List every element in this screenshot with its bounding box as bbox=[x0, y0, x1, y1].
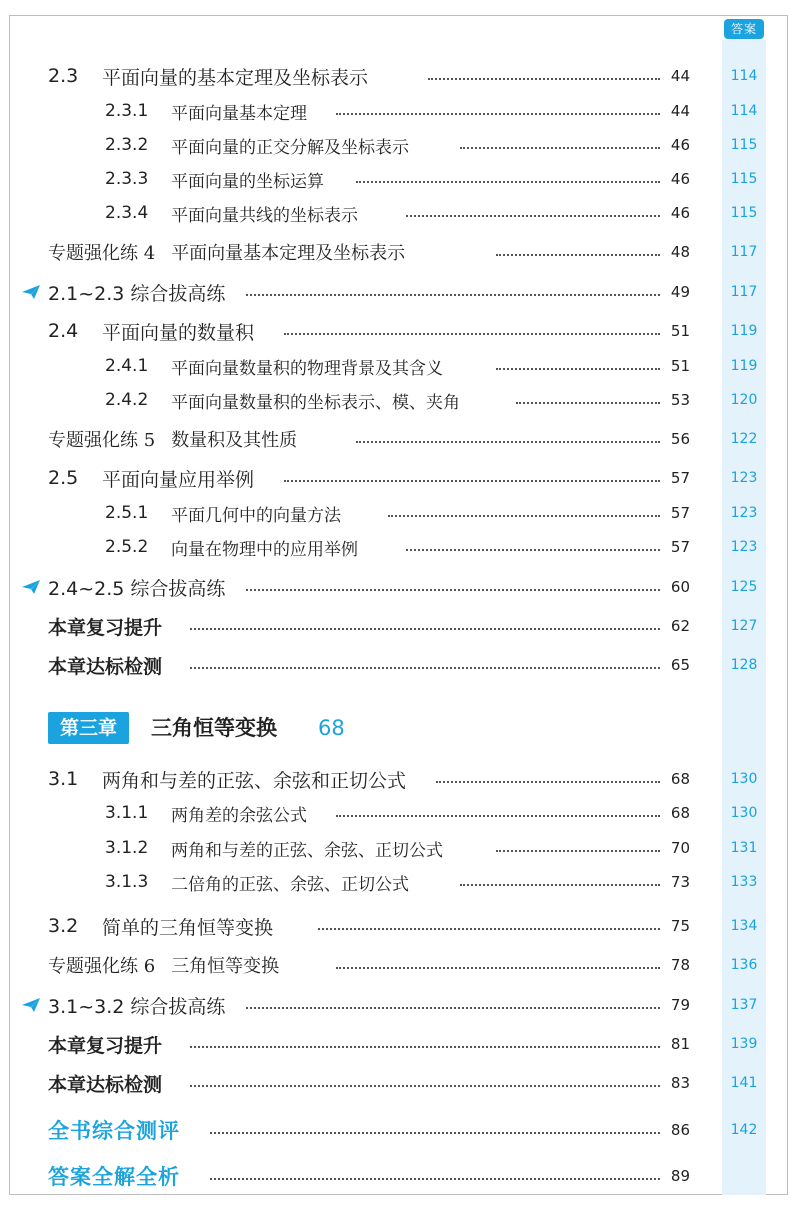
answer-page: 141 bbox=[730, 1075, 758, 1091]
answer-page: 142 bbox=[730, 1122, 758, 1138]
dot-leader bbox=[190, 1085, 660, 1087]
section-title: 平面向量应用举例 bbox=[102, 468, 255, 491]
dot-leader bbox=[246, 1007, 660, 1009]
toc-row[interactable] bbox=[0, 130, 800, 160]
section-title: 平面向量数量积的物理背景及其含义 bbox=[171, 358, 443, 379]
section-number: 3.1.1 bbox=[105, 803, 149, 823]
toc-row[interactable] bbox=[0, 198, 800, 228]
dot-leader bbox=[460, 884, 660, 886]
page-number: 57 bbox=[670, 504, 690, 522]
section-title: 3.1~3.2 综合拔高练 bbox=[48, 995, 226, 1018]
toc-row[interactable] bbox=[0, 351, 800, 381]
section-number: 2.5.1 bbox=[105, 503, 149, 523]
dot-leader bbox=[190, 628, 660, 630]
section-title: 平面向量数量积的坐标表示、模、夹角 bbox=[171, 392, 460, 413]
dot-leader bbox=[210, 1132, 660, 1134]
answer-page: 123 bbox=[730, 470, 758, 486]
answer-page: 115 bbox=[730, 205, 758, 221]
section-title: 答案全解全析 bbox=[48, 1165, 180, 1189]
dot-leader bbox=[516, 402, 660, 404]
section-number: 2.4.1 bbox=[105, 356, 149, 376]
dot-leader bbox=[428, 78, 660, 80]
section-title: 全书综合测评 bbox=[48, 1119, 180, 1143]
page-number: 75 bbox=[670, 917, 690, 935]
section-title: 三角恒等变换 bbox=[171, 956, 280, 977]
section-title: 两角和与差的正弦、余弦、正切公式 bbox=[171, 840, 443, 861]
toc-row[interactable] bbox=[0, 650, 800, 680]
dot-leader bbox=[190, 667, 660, 669]
dot-leader bbox=[388, 515, 660, 517]
section-title: 本章达标检测 bbox=[48, 655, 163, 678]
section-title: 数量积及其性质 bbox=[171, 430, 298, 451]
page-number: 78 bbox=[670, 956, 690, 974]
section-title: 平面向量的数量积 bbox=[102, 321, 255, 344]
toc-row[interactable] bbox=[0, 867, 800, 897]
section-title: 平面向量基本定理及坐标表示 bbox=[171, 243, 406, 264]
page-number: 89 bbox=[670, 1167, 690, 1185]
page-number: 62 bbox=[670, 617, 690, 635]
section-number: 3.1 bbox=[48, 768, 79, 790]
section-number: 2.3.3 bbox=[105, 169, 149, 189]
dot-leader bbox=[496, 850, 660, 852]
page-number: 51 bbox=[670, 357, 690, 375]
answer-page: 130 bbox=[730, 805, 758, 821]
toc-row[interactable] bbox=[0, 990, 800, 1020]
answer-page: 128 bbox=[730, 657, 758, 673]
chapter-title: 三角恒等变换 bbox=[151, 716, 277, 740]
toc-row[interactable] bbox=[0, 1029, 800, 1059]
section-number: 3.2 bbox=[48, 915, 79, 937]
answer-page: 122 bbox=[730, 431, 758, 447]
section-title: 平面向量的基本定理及坐标表示 bbox=[102, 66, 369, 89]
chapter-page-number: 68 bbox=[318, 716, 345, 740]
section-title: 2.1~2.3 综合拔高练 bbox=[48, 282, 226, 305]
answer-page: 136 bbox=[730, 957, 758, 973]
answer-page: 114 bbox=[730, 103, 758, 119]
dot-leader bbox=[210, 1178, 660, 1180]
dot-leader bbox=[496, 368, 660, 370]
toc-row[interactable] bbox=[0, 911, 800, 941]
answer-page: 133 bbox=[730, 874, 758, 890]
toc-row[interactable] bbox=[0, 764, 800, 794]
toc-row[interactable] bbox=[0, 532, 800, 562]
paper-plane-icon bbox=[22, 998, 40, 1012]
toc-row[interactable] bbox=[0, 237, 800, 267]
section-title: 二倍角的正弦、余弦、正切公式 bbox=[171, 874, 409, 895]
section-title: 向量在物理中的应用举例 bbox=[171, 539, 358, 560]
dot-leader bbox=[406, 215, 660, 217]
page-number: 57 bbox=[670, 469, 690, 487]
answer-page: 117 bbox=[730, 244, 758, 260]
page-number: 51 bbox=[670, 322, 690, 340]
section-number: 2.4 bbox=[48, 320, 79, 342]
toc-row[interactable] bbox=[0, 1068, 800, 1098]
answer-page: 123 bbox=[730, 505, 758, 521]
section-title: 平面几何中的向量方法 bbox=[171, 505, 341, 526]
answer-page: 119 bbox=[730, 358, 758, 374]
section-title: 本章复习提升 bbox=[48, 1034, 163, 1057]
section-title: 简单的三角恒等变换 bbox=[102, 916, 274, 939]
section-title: 平面向量共线的坐标表示 bbox=[171, 205, 358, 226]
toc-row[interactable] bbox=[0, 1115, 800, 1145]
section-title: 2.4~2.5 综合拔高练 bbox=[48, 577, 226, 600]
section-title: 本章达标检测 bbox=[48, 1073, 163, 1096]
page-number: 73 bbox=[670, 873, 690, 891]
page-number: 68 bbox=[670, 804, 690, 822]
special-practice-label: 专题强化练 4 bbox=[48, 243, 156, 264]
dot-leader bbox=[246, 589, 660, 591]
dot-leader bbox=[284, 333, 660, 335]
toc-row[interactable] bbox=[0, 463, 800, 493]
page-number: 44 bbox=[670, 67, 690, 85]
answer-page: 117 bbox=[730, 284, 758, 300]
section-number: 2.3.1 bbox=[105, 101, 149, 121]
toc-row[interactable] bbox=[0, 798, 800, 828]
section-title: 本章复习提升 bbox=[48, 616, 163, 639]
toc-row[interactable] bbox=[0, 277, 800, 307]
answer-page: 139 bbox=[730, 1036, 758, 1052]
dot-leader bbox=[246, 294, 660, 296]
answer-page: 119 bbox=[730, 323, 758, 339]
section-number: 2.3.4 bbox=[105, 203, 149, 223]
section-number: 3.1.2 bbox=[105, 838, 149, 858]
dot-leader bbox=[336, 815, 660, 817]
page-number: 48 bbox=[670, 243, 690, 261]
section-number: 3.1.3 bbox=[105, 872, 149, 892]
answer-page: 130 bbox=[730, 771, 758, 787]
page-number: 46 bbox=[670, 136, 690, 154]
dot-leader bbox=[406, 549, 660, 551]
toc-row[interactable] bbox=[0, 1161, 800, 1191]
page-number: 65 bbox=[670, 656, 690, 674]
toc-row[interactable] bbox=[0, 61, 800, 91]
section-number: 2.5 bbox=[48, 467, 79, 489]
paper-plane-icon bbox=[22, 580, 40, 594]
toc-row[interactable] bbox=[0, 424, 800, 454]
page-number: 53 bbox=[670, 391, 690, 409]
dot-leader bbox=[318, 928, 660, 930]
page-number: 49 bbox=[670, 283, 690, 301]
section-number: 2.3 bbox=[48, 65, 79, 87]
dot-leader bbox=[284, 480, 660, 482]
dot-leader bbox=[356, 441, 660, 443]
dot-leader bbox=[336, 967, 660, 969]
section-title: 两角和与差的正弦、余弦和正切公式 bbox=[102, 769, 407, 792]
toc-row[interactable] bbox=[0, 385, 800, 415]
dot-leader bbox=[356, 181, 660, 183]
page-number: 57 bbox=[670, 538, 690, 556]
answer-header: 答案 bbox=[724, 19, 764, 39]
chapter-heading[interactable] bbox=[48, 712, 648, 746]
answer-page: 134 bbox=[730, 918, 758, 934]
page-number: 83 bbox=[670, 1074, 690, 1092]
page-number: 60 bbox=[670, 578, 690, 596]
page-number: 86 bbox=[670, 1121, 690, 1139]
answer-page: 125 bbox=[730, 579, 758, 595]
toc-row[interactable] bbox=[0, 164, 800, 194]
dot-leader bbox=[190, 1046, 660, 1048]
answer-page: 123 bbox=[730, 539, 758, 555]
answer-page: 131 bbox=[730, 840, 758, 856]
toc-row[interactable] bbox=[0, 950, 800, 980]
special-practice-label: 专题强化练 5 bbox=[48, 430, 156, 451]
section-title: 平面向量的坐标运算 bbox=[171, 171, 324, 192]
toc-row[interactable] bbox=[0, 572, 800, 602]
toc-row[interactable] bbox=[0, 96, 800, 126]
answer-page: 120 bbox=[730, 392, 758, 408]
section-number: 2.4.2 bbox=[105, 390, 149, 410]
page-number: 68 bbox=[670, 770, 690, 788]
dot-leader bbox=[460, 147, 660, 149]
answer-page: 127 bbox=[730, 618, 758, 634]
answer-page: 137 bbox=[730, 997, 758, 1013]
chapter-badge: 第三章 bbox=[48, 712, 129, 744]
dot-leader bbox=[436, 781, 660, 783]
section-title: 平面向量的正交分解及坐标表示 bbox=[171, 137, 409, 158]
toc-row[interactable] bbox=[0, 611, 800, 641]
toc-row[interactable] bbox=[0, 833, 800, 863]
dot-leader bbox=[336, 113, 660, 115]
page-number: 46 bbox=[670, 170, 690, 188]
section-number: 2.3.2 bbox=[105, 135, 149, 155]
page-number: 81 bbox=[670, 1035, 690, 1053]
section-title: 两角差的余弦公式 bbox=[171, 805, 307, 826]
answer-page: 115 bbox=[730, 137, 758, 153]
paper-plane-icon bbox=[22, 285, 40, 299]
answer-page: 114 bbox=[730, 68, 758, 84]
page-number: 56 bbox=[670, 430, 690, 448]
section-title: 平面向量基本定理 bbox=[171, 103, 307, 124]
page-number: 70 bbox=[670, 839, 690, 857]
page-number: 44 bbox=[670, 102, 690, 120]
page-number: 46 bbox=[670, 204, 690, 222]
section-number: 2.5.2 bbox=[105, 537, 149, 557]
dot-leader bbox=[496, 254, 660, 256]
answer-page: 115 bbox=[730, 171, 758, 187]
toc-row[interactable] bbox=[0, 316, 800, 346]
special-practice-label: 专题强化练 6 bbox=[48, 956, 156, 977]
page-number: 79 bbox=[670, 996, 690, 1014]
toc-row[interactable] bbox=[0, 498, 800, 528]
